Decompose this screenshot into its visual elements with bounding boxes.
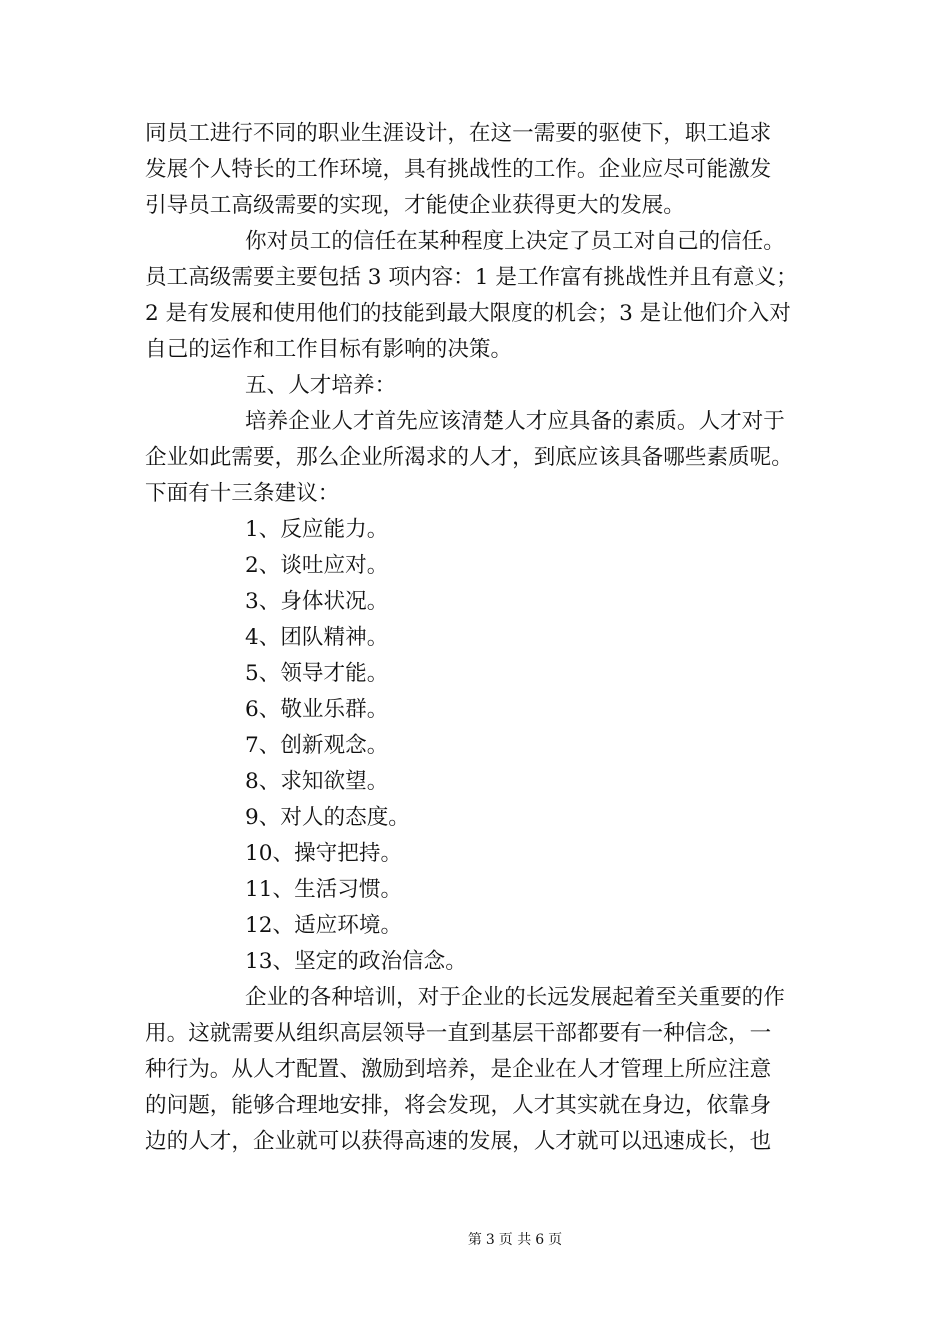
text-line: 企业的各种培训，对于企业的长远发展起着至关重要的作 [245,985,785,1010]
footer-prefix: 第 [467,1232,482,1248]
list-item: 2、谈吐应对。 [245,553,389,578]
text-line: 同员工进行不同的职业生涯设计，在这一需要的驱使下，职工追求 [145,121,772,146]
list-item: 1、反应能力。 [245,517,389,542]
list-item: 12、适应环境。 [245,913,403,938]
footer-middle: 页 共 [498,1232,532,1248]
footer-suffix: 页 [548,1232,563,1248]
list-item: 3、身体状况。 [245,589,389,614]
list-item: 7、创新观念。 [245,733,389,758]
text-line: 自己的运作和工作目标有影响的决策。 [145,337,513,362]
list-item: 9、对人的态度。 [245,805,410,830]
text-line: 你对员工的信任在某种程度上决定了员工对自己的信任。 [245,229,785,254]
footer-total-pages: 6 [535,1232,545,1248]
list-item: 8、求知欲望。 [245,769,389,794]
paragraph-trust [145,224,825,368]
page-footer [0,1230,950,1250]
suggestion-list [145,512,825,980]
list-item: 11、生活习惯。 [245,877,403,902]
text-line: 2 是有发展和使用他们的技能到最大限度的机会；3 是让他们介入对 [145,301,791,326]
text-line: 种行为。从人才配置、激励到培养，是企业在人才管理上所应注意 [145,1057,772,1082]
text-line: 引导员工高级需要的实现，才能使企业获得更大的发展。 [145,193,685,218]
paragraph-talent-qualities [145,404,825,512]
heading-text: 五、人才培养： [245,373,397,398]
paragraph-training-importance [145,980,825,1160]
text-line: 发展个人特长的工作环境，具有挑战性的工作。企业应尽可能激发 [145,157,772,182]
text-line: 员工高级需要主要包括 3 项内容：1 是工作富有挑战性并且有意义； [145,265,798,290]
text-line: 的问题，能够合理地安排，将会发现，人才其实就在身边，依靠身 [145,1093,772,1118]
list-item: 10、操守把持。 [245,841,403,866]
list-item: 13、坚定的政治信念。 [245,949,467,974]
text-line: 企业如此需要，那么企业所渴求的人才，到底应该具备哪些素质呢。 [145,445,793,470]
footer-current-page: 3 [485,1232,495,1248]
list-item: 5、领导才能。 [245,661,389,686]
text-line: 培养企业人才首先应该清楚人才应具备的素质。人才对于 [245,409,785,434]
section-heading-talent-training [145,368,825,404]
paragraph-career-design [145,116,825,224]
text-line: 边的人才，企业就可以获得高速的发展，人才就可以迅速成长，也 [145,1129,772,1154]
text-line: 用。这就需要从组织高层领导一直到基层干部都要有一种信念，一 [145,1021,772,1046]
page-content [145,116,825,1160]
text-line: 下面有十三条建议： [145,481,340,506]
list-item: 4、团队精神。 [245,625,389,650]
list-item: 6、敬业乐群。 [245,697,389,722]
